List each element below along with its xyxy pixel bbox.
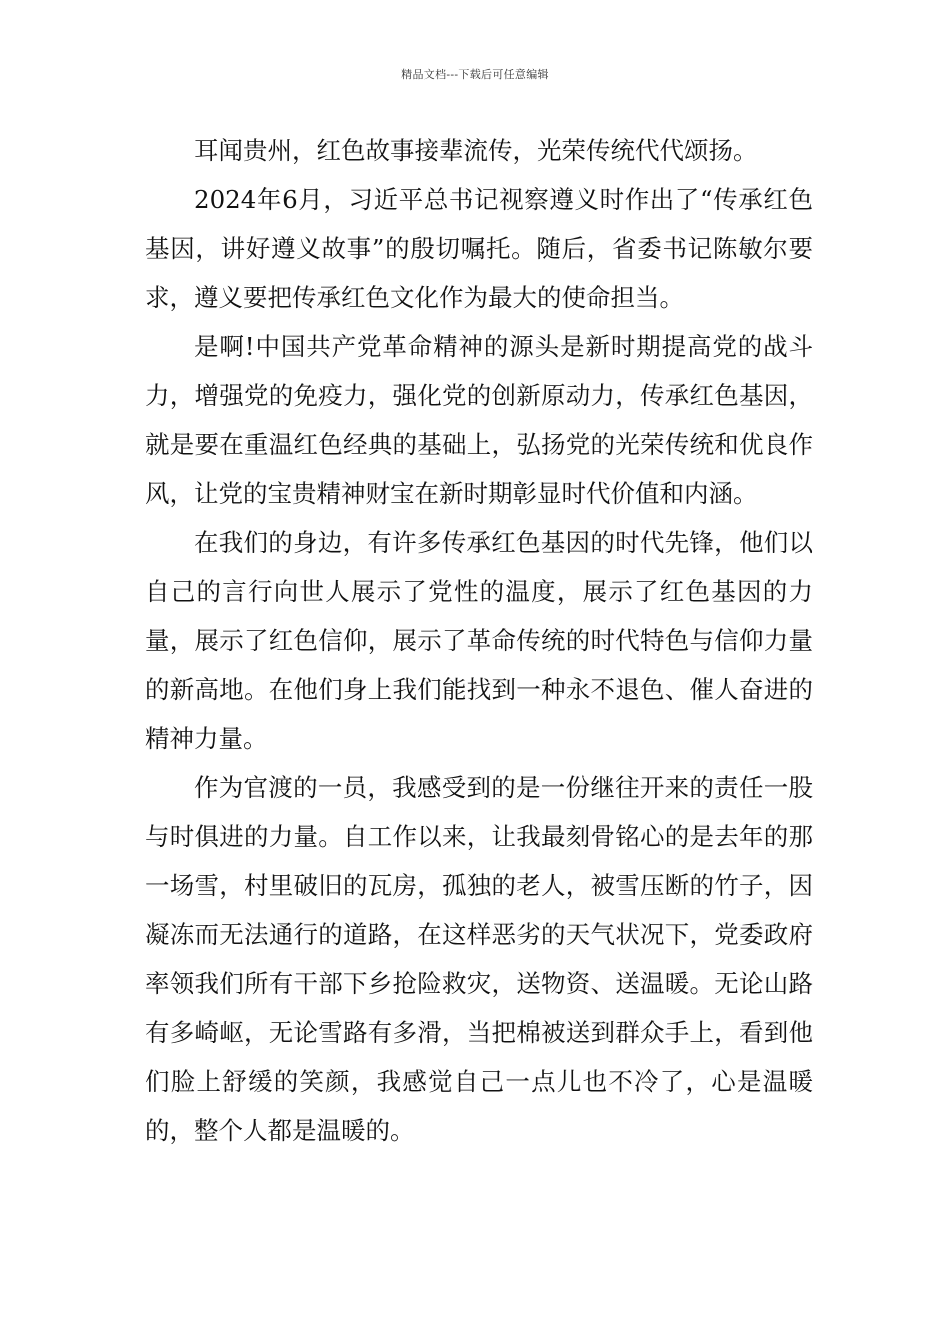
page-header: 精品文档---下载后可任意编辑 bbox=[401, 68, 549, 81]
paragraph: 2024年6月，习近平总书记视察遵义时作出了“传承红色基因，讲好遵义故事”的殷切嘱托。随后，省委书记陈敏尔要求，遵义要把传承红色文化作为最大的使命担当。 bbox=[145, 185, 813, 312]
paragraph: 是啊!中国共产党革命精神的源头是新时期提高党的战斗力，增强党的免疫力，强化党的创新原动力，传承红色基因，就是要在重温红色经典的基础上，弘扬党的光荣传统和优良作风，让党的宝贵精神财宝在新时期彰显时代价值和内涵。 bbox=[145, 332, 813, 508]
paragraph: 耳闻贵州，红色故事接辈流传，光荣传统代代颂扬。 bbox=[194, 136, 758, 165]
paragraph: 作为官渡的一员，我感受到的是一份继往开来的责任一股与时俱进的力量。自工作以来，让我最刻骨铭心的是去年的那一场雪，村里破旧的瓦房，孤独的老人，被雪压断的竹子，因凝冻而无法通行的道路，在这样恶劣的天气状况下，党委政府率领我们所有干部下乡抢险救灾，送物资、送温暖。无论山路有多崎岖，无论雪路有多滑，当把棉被送到群众手上，看到他们脸上舒缓的笑颜，我感觉自己一点儿也不冷了，心是温暖的，整个人都是温暖的。 bbox=[145, 773, 813, 1145]
document-body bbox=[145, 126, 813, 1155]
paragraph: 在我们的身边，有许多传承红色基因的时代先锋，他们以自己的言行向世人展示了党性的温度，展示了红色基因的力量，展示了红色信仰，展示了革命传统的时代特色与信仰力量的新高地。在他们身上我们能找到一种永不退色、催人奋进的精神力量。 bbox=[145, 528, 813, 753]
